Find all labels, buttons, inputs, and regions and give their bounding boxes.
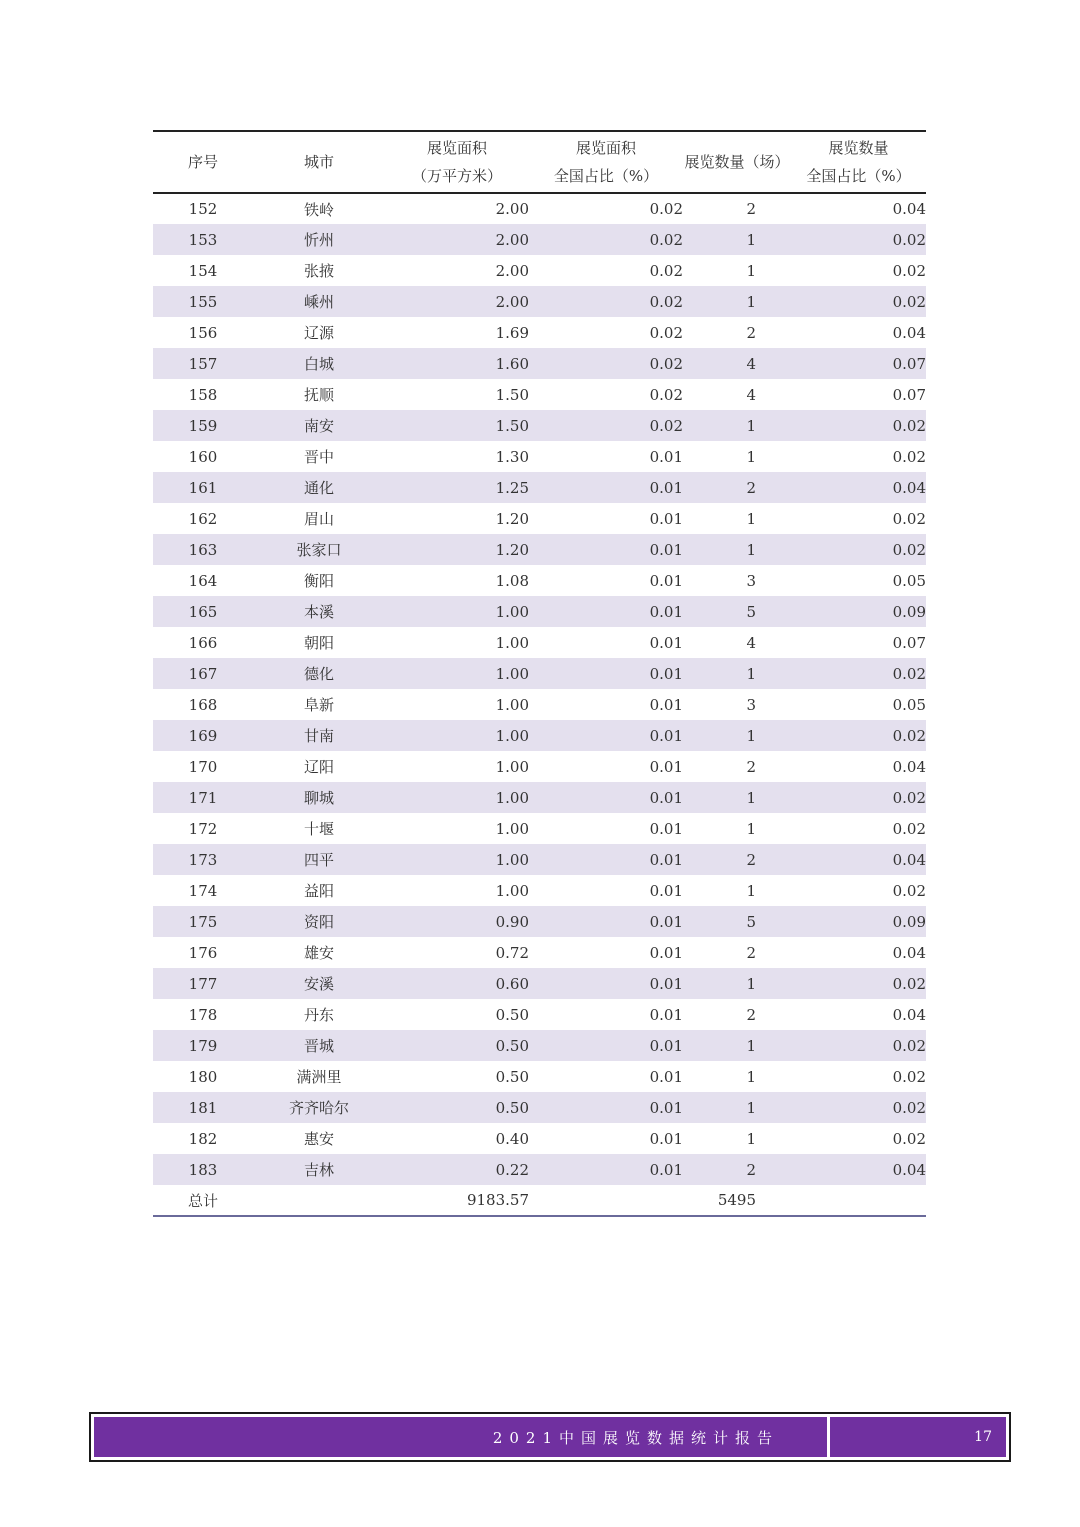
- cell-count: 1: [683, 534, 791, 565]
- cell-count-share: 0.02: [892, 881, 926, 900]
- cell-index: 153: [153, 224, 253, 255]
- cell-count: 2: [683, 472, 791, 503]
- cell-index: 161: [153, 472, 253, 503]
- table-row: [153, 1030, 926, 1061]
- cell-count-share: 0.05: [892, 571, 926, 590]
- cell-area: 1.00: [385, 720, 529, 751]
- cell-index: 166: [188, 633, 218, 652]
- cell-index: 170: [188, 757, 218, 776]
- cell-index: 160: [188, 447, 218, 466]
- cell-area-share: 0.01: [649, 509, 683, 528]
- cell-area-share: 0.01: [529, 968, 683, 999]
- table-row: [153, 317, 926, 348]
- cell-area: 1.00: [495, 819, 529, 838]
- cell-area-share: 0.01: [529, 720, 683, 751]
- cell-area: 0.50: [385, 1030, 529, 1061]
- cell-area: 1.00: [495, 881, 529, 900]
- table-row: [153, 472, 926, 503]
- cell-area-share: 0.01: [649, 1005, 683, 1024]
- table-row: [153, 379, 926, 410]
- table-row: [153, 627, 926, 658]
- cell-area-share: 0.01: [649, 943, 683, 962]
- cell-area-share: 0.02: [529, 224, 683, 255]
- cell-count: 1: [683, 410, 791, 441]
- cell-index: 155: [153, 286, 253, 317]
- cell-area: 1.50: [385, 410, 529, 441]
- cell-count: 1: [683, 720, 791, 751]
- cell-area-share: 0.02: [649, 261, 683, 280]
- cell-city: 资阳: [253, 906, 385, 937]
- cell-count-share: 0.07: [892, 385, 926, 404]
- cell-count: 2: [746, 757, 756, 776]
- data-table-container: [153, 130, 926, 1217]
- cell-index: 152: [188, 200, 218, 218]
- cell-area-share: 0.01: [529, 472, 683, 503]
- cell-index: 171: [153, 782, 253, 813]
- cell-city: 辽源: [303, 324, 334, 342]
- cell-city: 嵊州: [253, 286, 385, 317]
- cell-area-share: 0.01: [649, 1067, 683, 1086]
- cell-area-share: 0.01: [649, 1129, 683, 1148]
- total-count-share-empty: [791, 1185, 926, 1216]
- cell-count: 5: [683, 596, 791, 627]
- cell-count: 1: [683, 1092, 791, 1123]
- table-header: [153, 131, 926, 193]
- cell-count-share: 0.04: [791, 472, 926, 503]
- table-row: [153, 968, 926, 999]
- cell-index: 179: [153, 1030, 253, 1061]
- cell-count-share: 0.09: [791, 906, 926, 937]
- cell-area-share: 0.02: [649, 385, 683, 404]
- cell-index: 177: [153, 968, 253, 999]
- cell-city: 益阳: [303, 882, 334, 900]
- header-count: [683, 131, 791, 193]
- cell-count-share: 0.04: [892, 943, 926, 962]
- cell-area-share: 0.01: [529, 906, 683, 937]
- cell-city: 满洲里: [296, 1068, 342, 1086]
- table-row: [153, 720, 926, 751]
- table-body: [153, 193, 926, 1216]
- header-index-line: 序号: [187, 153, 218, 171]
- cell-city: 阜新: [303, 696, 334, 714]
- total-city-empty: [253, 1185, 385, 1216]
- header-city: [253, 131, 385, 193]
- table-row: [153, 751, 926, 782]
- cell-count: 4: [746, 633, 756, 652]
- cell-area: 1.00: [385, 596, 529, 627]
- cell-count: 1: [746, 819, 756, 838]
- cell-area-share: 0.01: [649, 819, 683, 838]
- cell-area-share: 0.01: [529, 782, 683, 813]
- cell-city: 眉山: [303, 510, 334, 528]
- cell-count: 2: [746, 1005, 756, 1024]
- table-row: [153, 286, 926, 317]
- cell-count-share: 0.07: [892, 633, 926, 652]
- table-row: [153, 503, 926, 534]
- table-row: [153, 255, 926, 286]
- cell-count-share: 0.02: [791, 224, 926, 255]
- cell-count-share: 0.02: [791, 782, 926, 813]
- header-row: [153, 131, 926, 193]
- cell-index: 167: [153, 658, 253, 689]
- header-area-share-line: 展览面积: [575, 139, 636, 157]
- cell-area-share: 0.02: [529, 286, 683, 317]
- cell-area: 0.90: [385, 906, 529, 937]
- table-row: [153, 782, 926, 813]
- cell-area: 0.50: [495, 1005, 529, 1024]
- cell-area: 1.30: [495, 447, 529, 466]
- cell-city: 安溪: [253, 968, 385, 999]
- table-row: [153, 875, 926, 906]
- header-area-share-line: 全国占比（%）: [553, 167, 659, 185]
- cell-city: 张家口: [253, 534, 385, 565]
- cell-count-share: 0.02: [892, 819, 926, 838]
- cell-index: 156: [188, 323, 218, 342]
- cell-city: 齐齐哈尔: [253, 1092, 385, 1123]
- cell-area: 0.72: [495, 943, 529, 962]
- cell-count-share: 0.02: [791, 534, 926, 565]
- cell-count: 2: [683, 844, 791, 875]
- table-row: [153, 224, 926, 255]
- cell-count-share: 0.07: [791, 348, 926, 379]
- cell-city: 雄安: [303, 944, 334, 962]
- cell-area-share: 0.01: [529, 534, 683, 565]
- cell-city: 德化: [253, 658, 385, 689]
- cell-city: 衡阳: [303, 572, 334, 590]
- table-row: [153, 193, 926, 224]
- cell-count: 2: [683, 1154, 791, 1185]
- cell-count-share: 0.04: [791, 844, 926, 875]
- cell-count: 1: [683, 968, 791, 999]
- cell-index: 176: [188, 943, 218, 962]
- cell-area: 1.00: [495, 633, 529, 652]
- cell-count-share: 0.02: [791, 720, 926, 751]
- cell-city: 白城: [253, 348, 385, 379]
- table-row: [153, 844, 926, 875]
- cell-area: 1.60: [385, 348, 529, 379]
- footer-report-title: 2021中国展览数据统计报告: [94, 1417, 830, 1457]
- cell-area-share: 0.02: [529, 348, 683, 379]
- cell-index: 154: [188, 261, 218, 280]
- table-row: [153, 813, 926, 844]
- cell-city: 辽阳: [303, 758, 334, 776]
- cell-area: 0.22: [385, 1154, 529, 1185]
- cell-area-share: 0.01: [649, 633, 683, 652]
- cell-index: 163: [153, 534, 253, 565]
- header-count-share-line: 全国占比（%）: [806, 167, 911, 185]
- cell-count-share: 0.05: [892, 695, 926, 714]
- cell-count: 1: [683, 224, 791, 255]
- cell-city: 抚顺: [303, 386, 334, 404]
- cell-index: 172: [188, 819, 218, 838]
- cell-area-share: 0.01: [529, 1154, 683, 1185]
- cell-city: 吉林: [253, 1154, 385, 1185]
- cell-index: 164: [188, 571, 218, 590]
- header-area-line: 展览面积: [426, 139, 487, 157]
- cell-count: 4: [683, 348, 791, 379]
- table-row: [153, 441, 926, 472]
- cell-area-share: 0.01: [529, 658, 683, 689]
- cell-count: 1: [746, 261, 756, 280]
- cell-count: 1: [746, 447, 756, 466]
- cell-area-share: 0.01: [649, 571, 683, 590]
- cell-city: 朝阳: [303, 634, 334, 652]
- cell-index: 162: [188, 509, 218, 528]
- cell-area: 0.40: [495, 1129, 529, 1148]
- header-count-line: 展览数量（场）: [684, 153, 790, 171]
- cell-count: 1: [683, 658, 791, 689]
- cell-count-share: 0.04: [892, 757, 926, 776]
- cell-area-share: 0.01: [649, 757, 683, 776]
- cell-count: 1: [683, 286, 791, 317]
- cell-city: 甘南: [253, 720, 385, 751]
- table-row: [153, 410, 926, 441]
- cell-area: 1.50: [495, 385, 529, 404]
- exhibition-data-table: [153, 130, 926, 1217]
- cell-city: 晋城: [253, 1030, 385, 1061]
- table-row: [153, 658, 926, 689]
- cell-city: 惠安: [303, 1130, 334, 1148]
- cell-area: 2.00: [495, 200, 529, 218]
- cell-area: 1.25: [385, 472, 529, 503]
- cell-count-share: 0.02: [791, 410, 926, 441]
- cell-city: 铁岭: [303, 200, 334, 219]
- cell-area: 1.00: [385, 782, 529, 813]
- cell-count-share: 0.02: [791, 968, 926, 999]
- cell-area: 2.00: [385, 224, 529, 255]
- cell-count-share: 0.02: [791, 658, 926, 689]
- cell-area-share: 0.02: [649, 323, 683, 342]
- cell-area: 1.08: [495, 571, 529, 590]
- cell-area-share: 0.01: [529, 1030, 683, 1061]
- cell-area: 2.00: [495, 261, 529, 280]
- cell-area: 1.20: [495, 509, 529, 528]
- cell-city: 聊城: [253, 782, 385, 813]
- cell-area: 1.20: [385, 534, 529, 565]
- cell-city: 本溪: [253, 596, 385, 627]
- cell-city: 通化: [253, 472, 385, 503]
- cell-area: 1.00: [495, 757, 529, 776]
- cell-area: 2.00: [385, 286, 529, 317]
- table-row: [153, 1061, 926, 1092]
- cell-count: 3: [746, 571, 756, 590]
- cell-city: 南安: [253, 410, 385, 441]
- cell-index: 180: [188, 1067, 218, 1086]
- cell-count: 1: [746, 509, 756, 528]
- cell-count-share: 0.02: [791, 1092, 926, 1123]
- cell-city: 十堰: [303, 820, 334, 838]
- table-row: [153, 937, 926, 968]
- cell-index: 182: [188, 1129, 218, 1148]
- cell-count: 1: [683, 1030, 791, 1061]
- cell-index: 169: [153, 720, 253, 751]
- total-count: 5495: [683, 1185, 791, 1216]
- table-row: [153, 1092, 926, 1123]
- table-row: [153, 1123, 926, 1154]
- total-row: [153, 1185, 926, 1216]
- cell-count: 1: [746, 881, 756, 900]
- cell-count: 1: [746, 1129, 756, 1148]
- header-index: [153, 131, 253, 193]
- total-area-share-empty: [529, 1185, 683, 1216]
- cell-city: 忻州: [253, 224, 385, 255]
- cell-index: 165: [153, 596, 253, 627]
- cell-area: 1.69: [495, 323, 529, 342]
- cell-count: 3: [746, 695, 756, 714]
- cell-index: 174: [188, 881, 218, 900]
- cell-index: 168: [188, 695, 218, 714]
- cell-area-share: 0.01: [649, 447, 683, 466]
- page-footer: [89, 1412, 1011, 1462]
- cell-count-share: 0.02: [892, 261, 926, 280]
- cell-count: 5: [683, 906, 791, 937]
- cell-area-share: 0.01: [529, 1092, 683, 1123]
- total-label: 总计: [153, 1185, 253, 1216]
- cell-count: 2: [746, 943, 756, 962]
- cell-index: 158: [188, 385, 218, 404]
- header-city-line: 城市: [303, 153, 334, 171]
- cell-count-share: 0.04: [892, 323, 926, 342]
- cell-count: 2: [746, 200, 756, 218]
- cell-count: 1: [746, 1067, 756, 1086]
- cell-count-share: 0.02: [892, 1129, 926, 1148]
- cell-area: 1.00: [385, 658, 529, 689]
- table-row: [153, 534, 926, 565]
- cell-count: 4: [746, 385, 756, 404]
- header-area-share: [529, 131, 683, 193]
- cell-area-share: 0.01: [529, 844, 683, 875]
- table-row: [153, 596, 926, 627]
- cell-count-share: 0.02: [892, 1067, 926, 1086]
- cell-index: 173: [153, 844, 253, 875]
- cell-area: 1.00: [385, 844, 529, 875]
- cell-count-share: 0.09: [791, 596, 926, 627]
- footer-page-number: 17: [830, 1417, 1006, 1457]
- cell-area-share: 0.01: [649, 695, 683, 714]
- cell-count: 1: [683, 782, 791, 813]
- table-row: [153, 689, 926, 720]
- table-row: [153, 565, 926, 596]
- cell-area: 0.50: [385, 1092, 529, 1123]
- cell-city: 张掖: [303, 262, 334, 280]
- cell-index: 159: [153, 410, 253, 441]
- header-count-share: [791, 131, 926, 193]
- table-row: [153, 999, 926, 1030]
- table-row: [153, 906, 926, 937]
- cell-index: 181: [153, 1092, 253, 1123]
- cell-area-share: 0.02: [529, 410, 683, 441]
- cell-area: 1.00: [495, 695, 529, 714]
- cell-index: 178: [188, 1005, 218, 1024]
- cell-count-share: 0.02: [892, 447, 926, 466]
- header-area: [385, 131, 529, 193]
- table-row: [153, 1154, 926, 1185]
- table-row: [153, 348, 926, 379]
- cell-index: 175: [153, 906, 253, 937]
- cell-count: 2: [746, 323, 756, 342]
- cell-area: 0.50: [495, 1067, 529, 1086]
- cell-count-share: 0.02: [791, 1030, 926, 1061]
- cell-count-share: 0.04: [892, 1005, 926, 1024]
- cell-area-share: 0.01: [649, 881, 683, 900]
- header-area-line: （万平方米）: [411, 167, 502, 185]
- cell-count-share: 0.02: [892, 509, 926, 528]
- cell-city: 晋中: [303, 448, 334, 466]
- cell-count-share: 0.04: [892, 200, 926, 218]
- cell-area: 0.60: [385, 968, 529, 999]
- total-area: 9183.57: [385, 1185, 529, 1216]
- cell-count-share: 0.02: [791, 286, 926, 317]
- header-count-share-line: 展览数量: [828, 139, 889, 157]
- cell-area-share: 0.02: [649, 200, 683, 218]
- cell-count-share: 0.04: [791, 1154, 926, 1185]
- cell-area-share: 0.01: [529, 596, 683, 627]
- cell-city: 丹东: [303, 1006, 334, 1024]
- cell-index: 183: [153, 1154, 253, 1185]
- cell-city: 四平: [253, 844, 385, 875]
- cell-index: 157: [153, 348, 253, 379]
